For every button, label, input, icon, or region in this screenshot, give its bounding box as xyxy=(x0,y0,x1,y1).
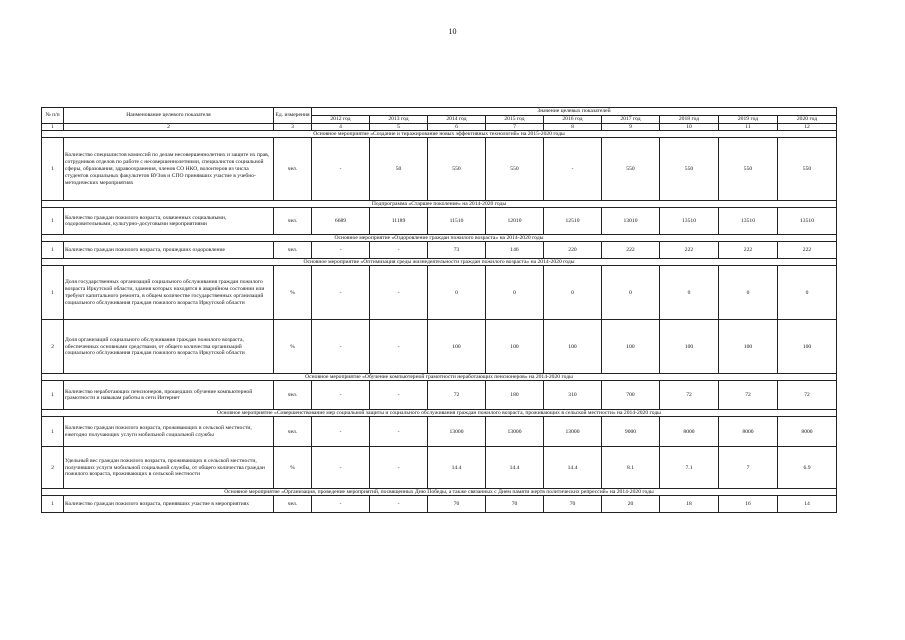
section-title: Подпрограмма «Старшее поколение» на 2014-2020 годы xyxy=(42,201,837,208)
header-year: 2012 год xyxy=(312,115,370,123)
header-year: 2016 год xyxy=(544,115,602,123)
unit-cell: чел. xyxy=(274,417,312,447)
value-cell: - xyxy=(312,320,370,374)
table-body xyxy=(42,131,837,513)
value-cell: - xyxy=(312,447,370,489)
value-cell: 100 xyxy=(602,320,660,374)
column-number: 8 xyxy=(544,123,602,131)
section-title: Основное мероприятие «Обучение компьютерной грамотности неработающих пенсионеров» на 2014-2020 годы xyxy=(42,374,837,381)
value-cell: - xyxy=(312,381,370,410)
indicator-row xyxy=(42,496,837,513)
value-cell: 7.1 xyxy=(660,447,719,489)
column-number: 4 xyxy=(312,123,370,131)
unit-cell: чел. xyxy=(274,138,312,201)
section-row xyxy=(42,131,837,138)
column-number: 5 xyxy=(370,123,428,131)
value-cell: 12510 xyxy=(544,208,602,235)
value-cell: 0 xyxy=(544,266,602,320)
section-row xyxy=(42,374,837,381)
row-number: 2 xyxy=(42,447,64,489)
section-title: Основное мероприятие «Оздоровление граждан пожилого возраста» на 2014-2020 годы xyxy=(42,235,837,242)
row-number: 1 xyxy=(42,266,64,320)
value-cell: - xyxy=(370,447,428,489)
header-year: 2014 год xyxy=(428,115,486,123)
unit-cell: чел. xyxy=(274,381,312,410)
section-row xyxy=(42,201,837,208)
value-cell: 13510 xyxy=(778,208,837,235)
indicator-name: Количество граждан пожилого возраста, охваченных социальными, оздоровительными, культурно-досуговыми мероприятиями xyxy=(64,208,274,235)
value-cell: 13510 xyxy=(660,208,719,235)
value-cell: 100 xyxy=(428,320,486,374)
value-cell: 16 xyxy=(719,496,778,513)
value-cell: 13000 xyxy=(428,417,486,447)
value-cell: 0 xyxy=(602,266,660,320)
value-cell: 0 xyxy=(486,266,544,320)
value-cell: 73 xyxy=(428,242,486,259)
value-cell: 550 xyxy=(602,138,660,201)
section-title: Основное мероприятие «Создание и тиражирование новых эффективных технологий» на 2015-2020 годы xyxy=(42,131,837,138)
value-cell: 13510 xyxy=(719,208,778,235)
indicator-row xyxy=(42,320,837,374)
header-unit: Ед. измерения xyxy=(274,108,312,124)
target-indicators-table xyxy=(41,107,837,513)
value-cell: 100 xyxy=(660,320,719,374)
value-cell: 146 xyxy=(486,242,544,259)
value-cell: - xyxy=(370,266,428,320)
column-number: 12 xyxy=(778,123,837,131)
value-cell: 6.9 xyxy=(778,447,837,489)
column-number: 11 xyxy=(719,123,778,131)
value-cell: 14.4 xyxy=(544,447,602,489)
value-cell: 550 xyxy=(428,138,486,201)
value-cell: 11189 xyxy=(370,208,428,235)
column-number: 7 xyxy=(486,123,544,131)
indicator-row xyxy=(42,208,837,235)
row-number: 1 xyxy=(42,381,64,410)
indicator-name: Количество неработающих пенсионеров, прошедших обучение компьютерной грамотности и навыкам работы в сети Интернет xyxy=(64,381,274,410)
value-cell: - xyxy=(312,496,370,513)
section-title: Основное мероприятие «Организация, проведение мероприятий, посвященных Дню Победы, а также связанных с Днем памяти жертв политических репрессий» на 2014-2020 годы xyxy=(42,489,837,496)
header-num: № п/п xyxy=(42,108,64,124)
value-cell: 310 xyxy=(544,381,602,410)
value-cell: - xyxy=(312,242,370,259)
value-cell: 11510 xyxy=(428,208,486,235)
page-number: 10 xyxy=(448,27,457,36)
row-number: 1 xyxy=(42,138,64,201)
header-year: 2015 год xyxy=(486,115,544,123)
value-cell: 13000 xyxy=(486,417,544,447)
value-cell: 8.1 xyxy=(602,447,660,489)
value-cell: 100 xyxy=(544,320,602,374)
value-cell: 50 xyxy=(370,138,428,201)
value-cell: - xyxy=(312,138,370,201)
value-cell: 14.4 xyxy=(486,447,544,489)
row-number: 1 xyxy=(42,496,64,513)
value-cell: 13010 xyxy=(602,208,660,235)
unit-cell: чел. xyxy=(274,496,312,513)
indicator-row xyxy=(42,242,837,259)
value-cell: 9000 xyxy=(602,417,660,447)
value-cell: 8000 xyxy=(660,417,719,447)
column-number: 3 xyxy=(274,123,312,131)
header-year: 2020 год xyxy=(778,115,837,123)
section-row xyxy=(42,235,837,242)
section-title: Основное мероприятие «Совершенствование мер социальной защиты и социального обслуживания граждан пожилого возраста, проживающих в сельской местности» на 2014-2020 годы xyxy=(42,410,837,417)
indicator-row xyxy=(42,381,837,410)
value-cell: 550 xyxy=(660,138,719,201)
value-cell: 70 xyxy=(544,496,602,513)
row-number: 1 xyxy=(42,208,64,235)
header-year: 2018 год xyxy=(660,115,719,123)
unit-cell: % xyxy=(274,320,312,374)
section-row xyxy=(42,259,837,266)
header-values-group: Значение целевых показателей xyxy=(312,108,837,116)
column-number: 1 xyxy=(42,123,64,131)
value-cell: 0 xyxy=(660,266,719,320)
indicator-name: Доля государственных организаций социального обслуживания граждан пожилого возраста Иркутской области, здания которых находятся в аварийном состоянии или требуют капитального ремонта, в общем количестве государственных организаций социального обслуживания граждан пожилого возраста Иркутской области xyxy=(64,266,274,320)
indicator-name: Удельный вес граждан пожилого возраста, проживающих в сельской местности, получивших услуги мобильной социальной службы, от общего количества граждан пожилого возраста, проживающих в сельской местности xyxy=(64,447,274,489)
section-title: Основное мероприятие «Оптимизация среды жизнедеятельности граждан пожилого возраста» на 2014-2020 годы xyxy=(42,259,837,266)
value-cell: 0 xyxy=(778,266,837,320)
value-cell: 70 xyxy=(428,496,486,513)
column-number: 10 xyxy=(660,123,719,131)
value-cell: 0 xyxy=(719,266,778,320)
value-cell: 0 xyxy=(428,266,486,320)
unit-cell: % xyxy=(274,266,312,320)
value-cell: - xyxy=(370,417,428,447)
value-cell: 100 xyxy=(486,320,544,374)
value-cell: 14.4 xyxy=(428,447,486,489)
value-cell: 14 xyxy=(778,496,837,513)
value-cell: 100 xyxy=(778,320,837,374)
indicator-name: Доля организаций социального обслуживания граждан пожилого возраста, обеспеченных основными средствами, от общего количества организаций социального обслуживания граждан пожилого возраста Иркутской области xyxy=(64,320,274,374)
value-cell: 100 xyxy=(719,320,778,374)
unit-cell: % xyxy=(274,447,312,489)
indicator-row xyxy=(42,447,837,489)
value-cell: 220 xyxy=(544,242,602,259)
value-cell: - xyxy=(370,320,428,374)
header-year: 2013 год xyxy=(370,115,428,123)
table-header xyxy=(42,108,837,131)
value-cell: - xyxy=(370,381,428,410)
value-cell: 550 xyxy=(778,138,837,201)
value-cell: 222 xyxy=(660,242,719,259)
value-cell: 13000 xyxy=(544,417,602,447)
unit-cell: чел. xyxy=(274,242,312,259)
value-cell: 70 xyxy=(486,496,544,513)
indicator-name: Количество граждан пожилого возраста, принявших участие в мероприятиях xyxy=(64,496,274,513)
row-number: 1 xyxy=(42,417,64,447)
value-cell: 6689 xyxy=(312,208,370,235)
value-cell: 72 xyxy=(719,381,778,410)
indicator-row xyxy=(42,417,837,447)
value-cell: 8000 xyxy=(719,417,778,447)
indicator-name: Количество специалистов комиссий по делам несовершеннолетних и защите их прав, сотрудников отделов по работе с несовершеннолетними, специалистов социальной сферы, образования, здравоохранения, членов СО НКО, волонтеров из числа студентов социальных факультетов ВУЗов и СПО принявших участие в учебно-методических мероприятиях xyxy=(64,138,274,201)
value-cell: 222 xyxy=(602,242,660,259)
value-cell: - xyxy=(370,496,428,513)
row-number: 2 xyxy=(42,320,64,374)
value-cell: 72 xyxy=(660,381,719,410)
header-year: 2017 год xyxy=(602,115,660,123)
value-cell: - xyxy=(544,138,602,201)
header-name: Наименование целевого показателя xyxy=(64,108,274,124)
value-cell: 550 xyxy=(486,138,544,201)
header-year: 2019 год xyxy=(719,115,778,123)
value-cell: 700 xyxy=(602,381,660,410)
value-cell: 7 xyxy=(719,447,778,489)
indicator-row xyxy=(42,138,837,201)
value-cell: 222 xyxy=(719,242,778,259)
row-number: 1 xyxy=(42,242,64,259)
indicator-name: Количество граждан пожилого возраста, проживающих в сельской местности, ежегодно получающих услуги мобильной социальной службы xyxy=(64,417,274,447)
value-cell: 12010 xyxy=(486,208,544,235)
indicator-name: Количество граждан пожилого возраста, прошедших оздоровление xyxy=(64,242,274,259)
value-cell: - xyxy=(312,266,370,320)
value-cell: - xyxy=(312,417,370,447)
column-number: 6 xyxy=(428,123,486,131)
value-cell: 20 xyxy=(602,496,660,513)
unit-cell: чел. xyxy=(274,208,312,235)
section-row xyxy=(42,489,837,496)
value-cell: - xyxy=(370,242,428,259)
value-cell: 72 xyxy=(428,381,486,410)
column-number: 9 xyxy=(602,123,660,131)
value-cell: 222 xyxy=(778,242,837,259)
section-row xyxy=(42,410,837,417)
value-cell: 18 xyxy=(660,496,719,513)
value-cell: 72 xyxy=(778,381,837,410)
value-cell: 550 xyxy=(719,138,778,201)
indicator-row xyxy=(42,266,837,320)
value-cell: 8000 xyxy=(778,417,837,447)
column-number: 2 xyxy=(64,123,274,131)
value-cell: 180 xyxy=(486,381,544,410)
